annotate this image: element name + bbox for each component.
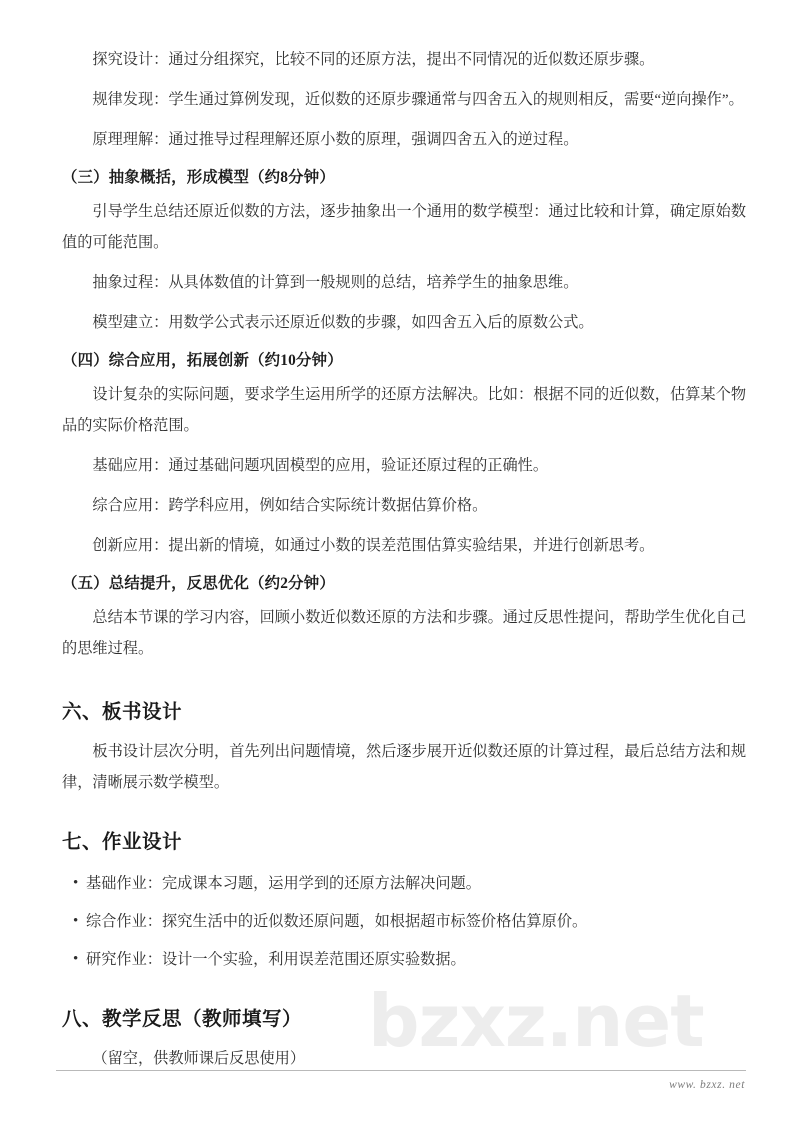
list-item-label: 综合作业：探究生活中的近似数还原问题，如根据超市标签价格估算原价。 <box>86 913 588 930</box>
list-item <box>62 906 746 937</box>
list-item-label: 研究作业：设计一个实验，利用误差范围还原实验数据。 <box>86 951 466 968</box>
paragraph-pattern-discovery: 规律发现：学生通过算例发现，近似数的还原步骤通常与四舍五入的规则相反，需要“逆向操作”。 <box>92 91 744 108</box>
document-content <box>62 44 746 1074</box>
paragraph-inquiry-design: 探究设计：通过分组探究，比较不同的还原方法，提出不同情况的近似数还原步骤。 <box>92 51 655 68</box>
paragraph-section-three-body: 引导学生总结还原近似数的方法，逐步抽象出一个通用的数学模型：通过比较和计算，确定原始数值的可能范围。 <box>62 203 746 251</box>
paragraph-innovative-application: 创新应用：提出新的情境，如通过小数的误差范围估算实验结果，并进行创新思考。 <box>92 537 655 554</box>
subheading-section-four: （四）综合应用，拓展创新（约10分钟） <box>62 352 343 369</box>
list-item <box>62 944 746 975</box>
paragraph-section-four-body: 设计复杂的实际问题，要求学生运用所学的还原方法解决。比如：根据不同的近似数，估算某个物品的实际价格范围。 <box>62 386 746 434</box>
bullet-icon: • <box>73 875 79 891</box>
paragraph-model-building: 模型建立：用数学公式表示还原近似数的步骤，如四舍五入后的原数公式。 <box>92 314 594 331</box>
paragraph-abstraction-process: 抽象过程：从具体数值的计算到一般规则的总结，培养学生的抽象思维。 <box>92 274 579 291</box>
paragraph-section-five-body: 总结本节课的学习内容，回顾小数近似数还原的方法和步骤。通过反思性提问，帮助学生优化自己的思维过程。 <box>62 609 746 657</box>
list-item-label: 基础作业：完成课本习题，运用学到的还原方法解决问题。 <box>86 875 481 892</box>
footer-divider <box>56 1070 746 1071</box>
heading-section-seven: 七、作业设计 <box>62 832 183 853</box>
homework-list <box>62 868 746 975</box>
subheading-section-five: （五）总结提升，反思优化（约2分钟） <box>62 575 335 592</box>
heading-section-eight: 八、教学反思（教师填写） <box>62 1009 303 1030</box>
paragraph-comprehensive-application: 综合应用：跨学科应用，例如结合实际统计数据估算价格。 <box>92 497 488 514</box>
paragraph-section-six-body: 板书设计层次分明，首先列出问题情境，然后逐步展开近似数还原的计算过程，最后总结方法和规律，清晰展示数学模型。 <box>62 743 746 791</box>
bullet-icon: • <box>73 951 79 967</box>
bullet-icon: • <box>73 913 79 929</box>
footer-url: www. bzxz. net <box>669 1079 745 1091</box>
paragraph-principle-understanding: 原理理解：通过推导过程理解还原小数的原理，强调四舍五入的逆过程。 <box>92 131 579 148</box>
paragraph-basic-application: 基础应用：通过基础问题巩固模型的应用，验证还原过程的正确性。 <box>92 457 549 474</box>
list-item <box>62 868 746 899</box>
heading-section-six: 六、板书设计 <box>62 702 183 723</box>
site-watermark: bzxz.net <box>368 979 704 1063</box>
subheading-section-three: （三）抽象概括，形成模型（约8分钟） <box>62 169 335 186</box>
paragraph-section-eight-note: （留空，供教师课后反思使用） <box>92 1050 306 1067</box>
